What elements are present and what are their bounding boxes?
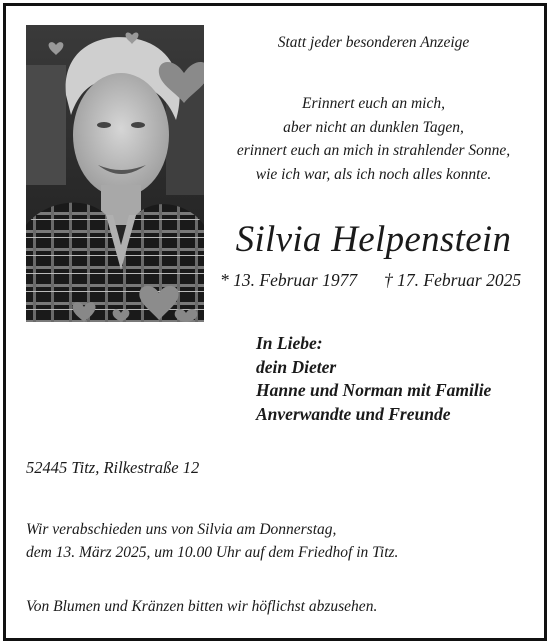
mourner-line: Anverwandte und Freunde: [256, 403, 451, 424]
mourners-list: [256, 332, 491, 426]
poem-line: wie ich war, als ich noch alles konnte.: [255, 165, 492, 183]
portrait-photo: [26, 25, 204, 322]
service-line: dem 13. März 2025, um 10.00 Uhr auf dem Friedhof in Titz.: [26, 544, 399, 561]
mourner-line: dein Dieter: [256, 356, 337, 377]
deceased-name: Silvia Helpenstein: [235, 219, 512, 260]
service-line: Wir verabschieden uns von Silvia am Donnerstag,: [26, 521, 337, 538]
poem-line: erinnert euch an mich in strahlender Sonne,: [236, 142, 511, 159]
death-date: † 17. Februar 2025: [384, 270, 522, 290]
life-dates: [220, 270, 540, 291]
funeral-service-info: [26, 518, 398, 564]
memorial-poem: [211, 92, 536, 186]
birth-date: * 13. Februar 1977: [220, 270, 358, 290]
mourner-line: In Liebe:: [256, 333, 323, 353]
poem-line: aber nicht an dunklen Tagen,: [283, 118, 464, 136]
flowers-note: Von Blumen und Kränzen bitten wir höflichst abzusehen.: [26, 598, 378, 615]
family-address: 52445 Titz, Rilkestraße 12: [26, 458, 200, 477]
poem-line: Erinnert euch an mich,: [302, 95, 445, 112]
obituary-frame: [3, 3, 547, 641]
mourner-line: Hanne und Norman mit Familie: [256, 380, 492, 400]
intro-line: Statt jeder besonderen Anzeige: [277, 34, 470, 51]
